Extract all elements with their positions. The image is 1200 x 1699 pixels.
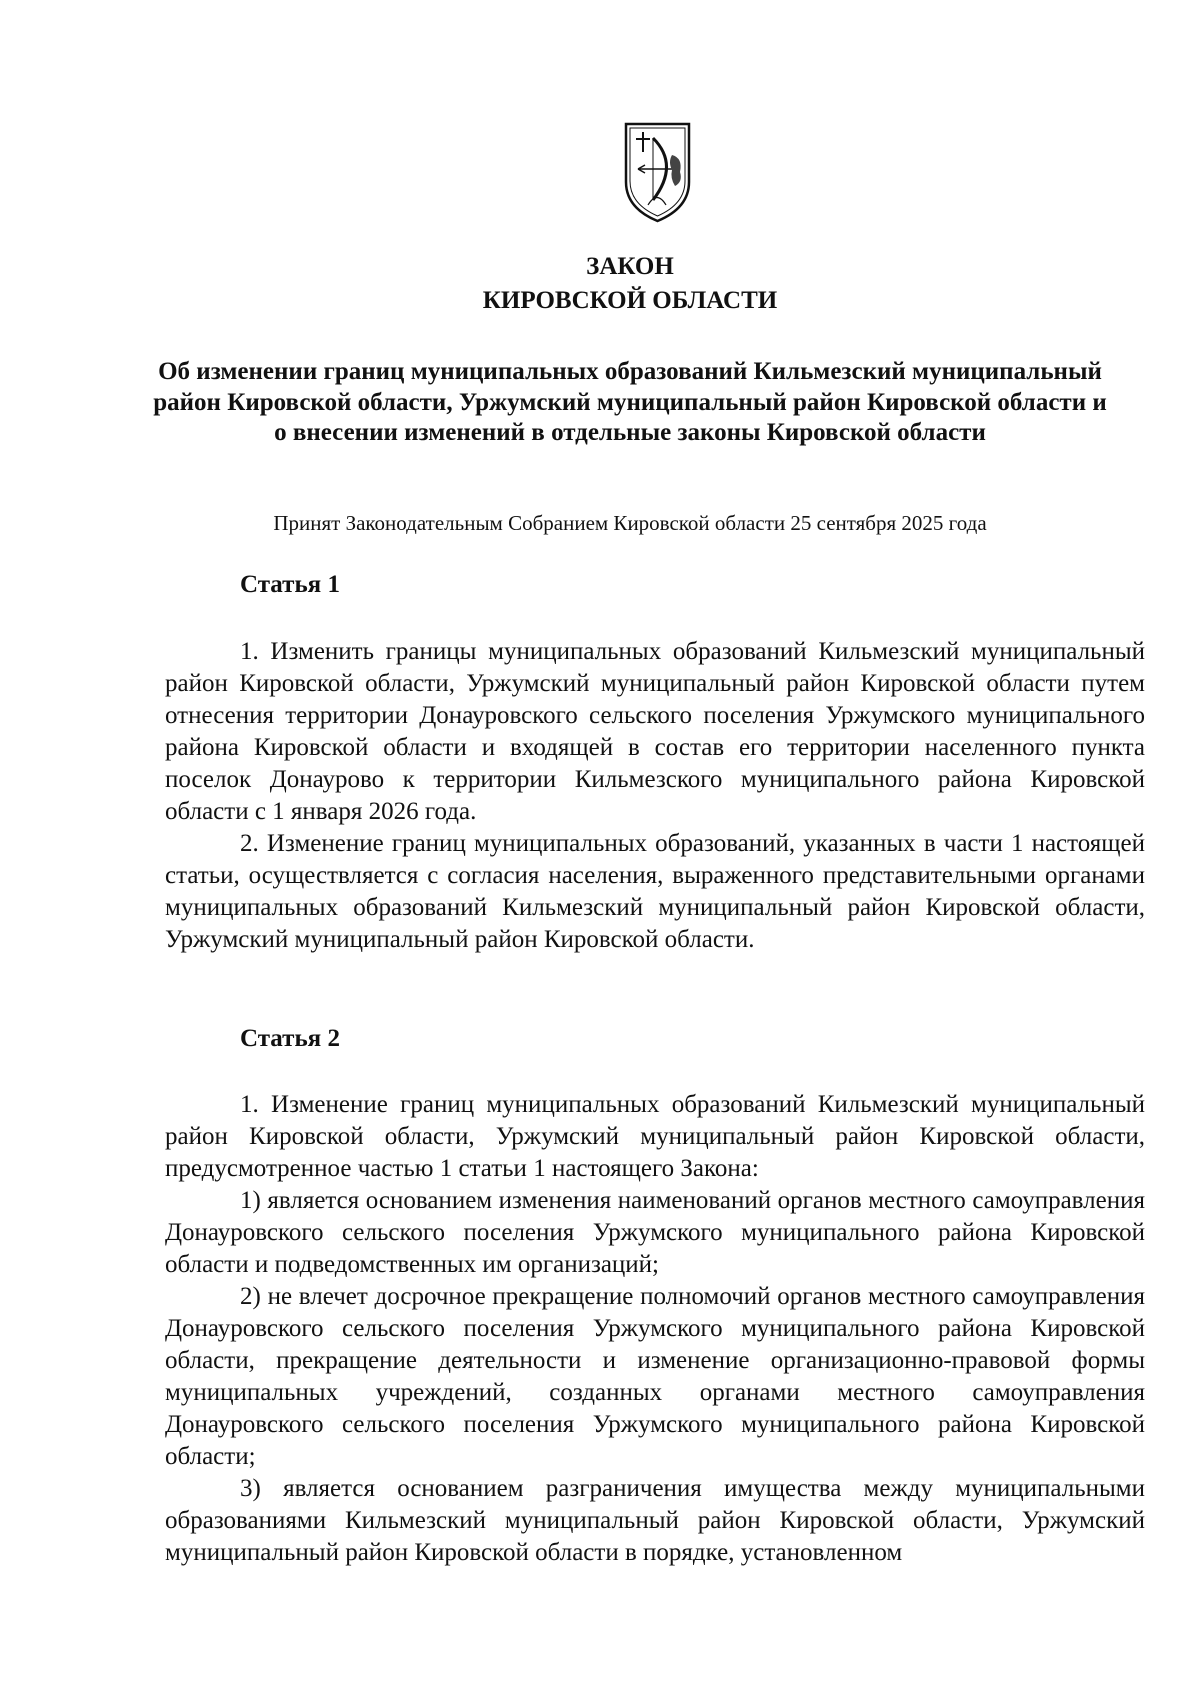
article-1-heading: Статья 1 bbox=[240, 571, 340, 598]
article-2-heading: Статья 2 bbox=[240, 1025, 340, 1052]
law-title-line1: ЗАКОН bbox=[586, 253, 674, 280]
article-1-part-2: 2. Изменение границ муниципальных образований, указанных в части 1 настоящей статьи, осуществляется с согласия населения, выраженного представительными органами муниципальных образований Кильмезский муниципальный район Кировской области, Уржумский муниципальный район Кировской области. bbox=[165, 830, 1145, 953]
article-2-item-1: 1) является основанием изменения наименований органов местного самоуправления Донауровского сельского поселения Уржумского муниципального района Кировской области и подведомственных им организаций; bbox=[165, 1187, 1145, 1278]
law-title bbox=[150, 250, 1110, 318]
adoption-note: Принят Законодательным Собранием Кировской области 25 сентября 2025 года bbox=[273, 511, 987, 535]
article-2-body bbox=[165, 1089, 1145, 1569]
article-1-body bbox=[165, 636, 1145, 956]
law-title-line2: КИРОВСКОЙ ОБЛАСТИ bbox=[482, 287, 778, 314]
article-2-item-2: 2) не влечет досрочное прекращение полномочий органов местного самоуправления Донауровского сельского поселения Уржумского муниципального района Кировской области, прекращение деятельности и изменение организационно-правовой формы муниципальных учреждений, созданных органами местного самоуправления Донауровского сельского поселения Уржумского муниципального района Кировской области; bbox=[165, 1283, 1145, 1470]
article-1-part-1: 1. Изменить границы муниципальных образований Кильмезский муниципальный район Кировской области, Уржумский муниципальный район Кировской области путем отнесения территории Донауровского сельского поселения Уржумского муниципального района Кировской области и входящей в состав его территории населенного пункта поселок Донаурово к территории Кильмезского муниципального района Кировской области с 1 января 2026 года. bbox=[165, 638, 1145, 825]
article-2-item-3: 3) является основанием разграничения имущества между муниципальными образованиями Кильмезский муниципальный район Кировской области, Уржумский муниципальный район Кировской области в порядке, установленном bbox=[165, 1475, 1145, 1566]
article-2-part-1: 1. Изменение границ муниципальных образований Кильмезский муниципальный район Кировской области, Уржумский муниципальный район Кировской области, предусмотренное частью 1 статьи 1 настоящего Закона: bbox=[165, 1091, 1145, 1182]
kirov-coat-of-arms-icon bbox=[620, 120, 695, 225]
law-subject: Об изменении границ муниципальных образований Кильмезский муниципальный район Кировской области, Уржумский муниципальный район Кировской области и о внесении изменений в отдельные законы Кировской области bbox=[153, 358, 1107, 446]
